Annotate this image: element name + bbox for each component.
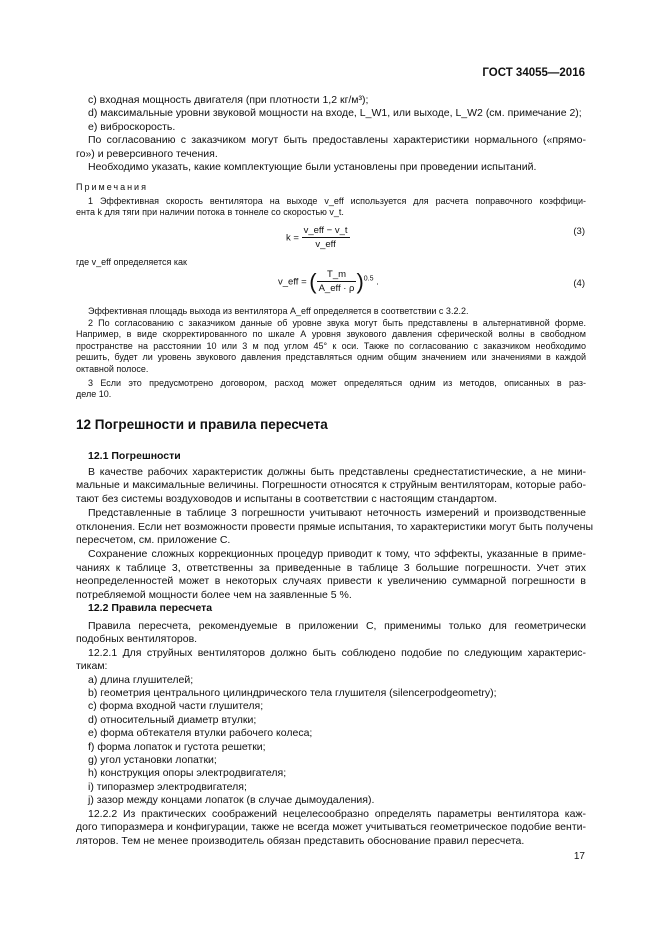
paragraph-line: пересчетом, см. приложение С. — [76, 534, 231, 547]
equation-number-3: (3) — [573, 226, 585, 237]
note-1-line: ента k для тяги при наличии потока в тоннеле со скоростью v_t. — [76, 207, 344, 218]
paragraph-line: Сохранение сложных коррекционных процедур приводит к тому, что эффекты, указанные в приме- — [88, 548, 586, 561]
note-2-line: решить, будет ли уровень звукового давления представляться одним общим значением или значениями в каждой — [76, 352, 586, 363]
equation-number-4: (4) — [573, 278, 585, 289]
formula-4-exponent: 0.5 — [363, 275, 374, 283]
formula-4-denominator: A_eff · ρ — [318, 283, 355, 295]
formula-4: v_eff = ( $\frac{T\_m}{\text{A\_eff · ρ}}$ )$^{0.5}$ . — [278, 269, 379, 295]
page-number: 17 — [573, 851, 585, 862]
list-item: b) геометрия центрального цилиндрического тела глушителя (silencerpodgeometry); — [88, 687, 497, 700]
notes-title: Примечания — [76, 182, 148, 192]
formula-3-numerator: v_eff − v_t — [302, 224, 350, 238]
note-1-continuation: Эффективная площадь выхода из вентилятора A_eff определяется в соответствии с 3.2.2. — [88, 306, 469, 316]
note-2-line: пространстве на расстоянии 10 или 3 м под углом 45° к оси. Также по согласованию с заказчиком необходимо — [76, 340, 586, 351]
note-2-line: октавной полосе. — [76, 363, 149, 374]
notes-block-2 — [76, 306, 586, 401]
paragraph-line: Представленные в таблице 3 погрешности учитывают неточность измерений и производственные — [88, 507, 586, 520]
list-item: с) форма входной части глушителя; — [88, 700, 264, 713]
note-3-line: 3 Если это предусмотрено договором, расход может определяться одним из методов, описанных в раз- — [88, 377, 586, 388]
formula-3 — [286, 224, 350, 252]
paragraph-line: 12.2.2 Из практических соображений нецелесообразно определять параметры вентилятора каж- — [88, 807, 586, 820]
paragraph-line: потребляемой мощности более чем на заявленные 5 %. — [76, 588, 352, 601]
document-header: ГОСТ 34055—2016 — [482, 67, 585, 79]
section-12-2-title: 12.2 Правила пересчета — [88, 602, 213, 614]
paragraph-line: Правила пересчета, рекомендуемые в приложении С, применимы только для геометрически — [88, 620, 586, 632]
formula-3-lhs: k = — [286, 232, 299, 244]
list-item: h) конструкция опоры электродвигателя; — [88, 767, 287, 780]
paragraph: Необходимо указать, какие комплектующие были установлены при проведении испытаний. — [88, 161, 537, 174]
list-item: d) относительный диаметр втулки; — [88, 713, 257, 726]
list-item: е) форма обтекателя втулки рабочего колеса; — [88, 727, 313, 740]
paragraph-line: неопределенностей может в некоторых случаях привести к увеличению суммарной погрешности в — [76, 575, 586, 588]
list-item: f) форма лопаток и густота решетки; — [88, 740, 266, 753]
paragraph-line: тикам: — [76, 660, 108, 673]
section-12-1-body — [76, 466, 594, 602]
note-2-line: 2 По согласованию с заказчиком данные об уровне звука могут быть представлены в альтернативной форме. — [88, 317, 586, 328]
paragraph-line: По согласованию с заказчиком могут быть предоставлены характеристики нормального («прямо- — [88, 134, 586, 147]
section-12-title: 12 Погрешности и правила пересчета — [76, 417, 328, 432]
list-item: g) угол установки лопатки; — [88, 754, 217, 767]
paragraph-line: чаниях к таблице 3, ответственны за приведенные в таблице 3 большие погрешности. Учет этих — [76, 561, 586, 574]
formula-3-denominator: v_eff — [315, 239, 336, 251]
note-1-line: 1 Эффективная скорость вентилятора на выходе v_eff используется для расчета поправочного коэффици- — [88, 195, 586, 206]
list-item: d) максимальные уровни звуковой мощности на входе, L_W1, или выходе, L_W2 (см. примечание 2); — [88, 107, 582, 120]
paragraph-line: тают без системы воздуховодов и испытаны в соответствии с настоящим стандартом. — [76, 492, 498, 505]
paragraph-line: дого типоразмера и конфигурации, также не всегда может учитываться геометрическое подобие венти- — [76, 821, 586, 834]
note-3-line: деле 10. — [76, 389, 112, 400]
list-item: j) зазор между концами лопаток (в случае дымоудаления). — [88, 794, 375, 807]
list-item: е) виброскорость. — [88, 120, 176, 133]
paragraph-line: подобных вентиляторов. — [76, 633, 198, 646]
notes-block — [76, 182, 586, 219]
section-12-2-body — [76, 620, 586, 848]
where-line: где v_eff определяется как — [76, 257, 187, 267]
paragraph-line: 12.2.1 Для струйных вентиляторов должно быть соблюдено подобие по следующим характерис- — [88, 646, 586, 659]
paragraph-line: отклонения. Если нет возможности провести прямые испытания, то характеристики могут быть получены — [76, 520, 594, 533]
list-item: i) типоразмер электродвигателя; — [88, 780, 247, 793]
list-item: а) длина глушителей; — [88, 673, 194, 686]
paragraph-line: мальные и максимальные величины. Погрешности относятся к струйным вентиляторам, которые рабо- — [76, 479, 586, 492]
paragraph-line: ляторов. Тем не менее производитель обязан представить обоснование правил пересчета. — [76, 834, 525, 847]
formula-4-numerator: T_m — [317, 268, 357, 282]
paragraph-line: В качестве рабочих характеристик должны быть представлены среднестатистические, а не мини- — [88, 466, 586, 478]
section-12-1-title: 12.1 Погрешности — [88, 450, 181, 462]
note-2-line: Например, в виде скорректированного по шкале А уровня звукового давления сферической волны в свободном — [76, 329, 586, 340]
formula-4-lhs: v_eff = — [278, 276, 307, 288]
list-item: с) входная мощность двигателя (при плотности 1,2 кг/м³); — [88, 94, 369, 106]
characteristics-list — [76, 94, 586, 174]
paragraph-line: го») и реверсивного течения. — [76, 147, 218, 160]
